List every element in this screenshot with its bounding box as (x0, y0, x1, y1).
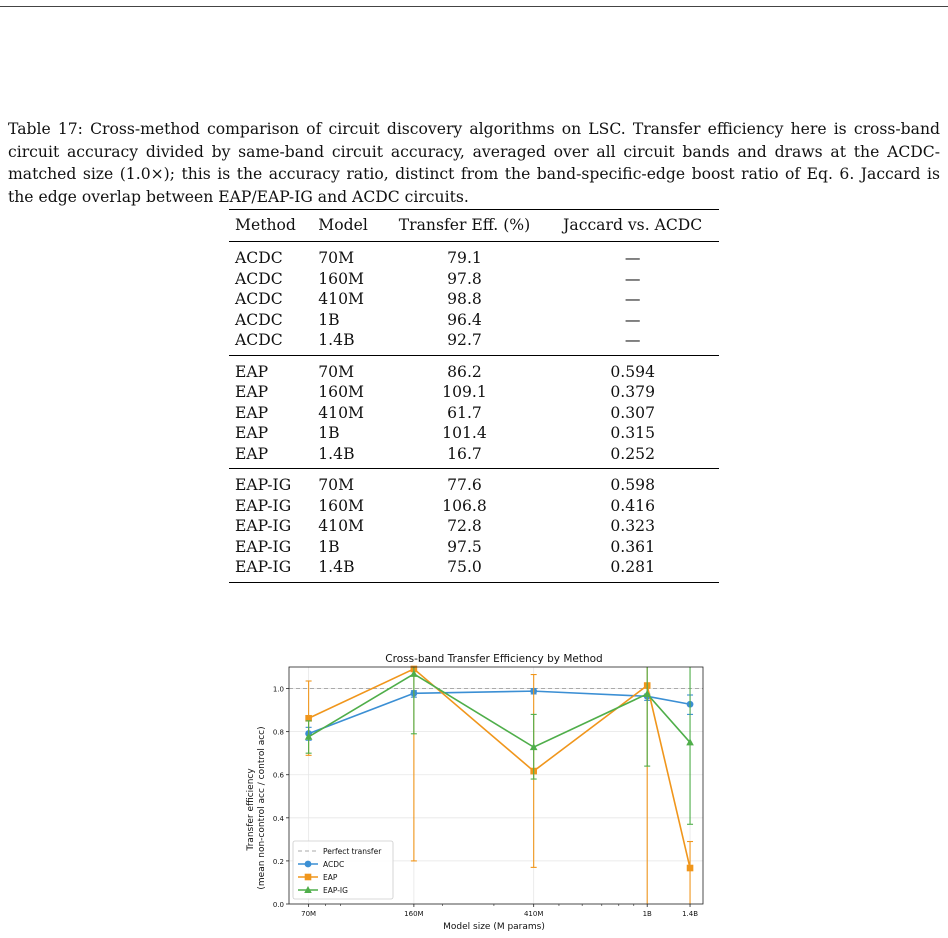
cell-transfer: 16.7 (447, 444, 482, 463)
y-axis-label-line-1: Transfer efficiency (246, 768, 256, 851)
chart-legend (293, 841, 393, 899)
y-tick-label: 0.4 (272, 814, 284, 823)
series-eap-ig (305, 667, 694, 824)
cell-transfer: 98.8 (447, 290, 482, 308)
legend-marker (305, 874, 312, 881)
cell-transfer: 86.2 (447, 362, 482, 381)
cell-jaccard: — (624, 249, 641, 267)
legend-label: ACDC (323, 860, 345, 869)
legend-label: EAP-IG (323, 886, 348, 895)
transfer-efficiency-chart (241, 648, 721, 933)
cell-method: EAP-IG (235, 476, 292, 494)
cell-model: 70M (318, 476, 355, 494)
table-row (229, 423, 719, 444)
legend-label: Perfect transfer (323, 847, 382, 856)
series-line-eap-ig (309, 674, 690, 747)
cell-transfer: 75.0 (447, 558, 482, 576)
table-row (229, 469, 719, 496)
x-tick-label: 410M (523, 910, 544, 918)
cell-model: 1.4B (318, 331, 355, 349)
y-axis-label (246, 726, 267, 889)
table-row (229, 382, 719, 403)
y-tick-label: 0.8 (272, 728, 284, 737)
table-row (229, 516, 719, 537)
table-row (229, 403, 719, 424)
cell-model: 1B (318, 537, 340, 556)
cell-jaccard: 0.598 (610, 476, 656, 494)
header-method: Method (235, 216, 296, 234)
cell-transfer: 77.6 (447, 476, 482, 494)
cell-method: EAP-IG (235, 517, 292, 535)
cell-jaccard: 0.379 (610, 383, 656, 401)
table-row (229, 289, 719, 310)
table-row (229, 496, 719, 517)
cell-transfer: 97.5 (447, 537, 482, 556)
cell-model: 70M (318, 362, 355, 381)
cell-transfer: 101.4 (442, 424, 487, 442)
y-tick-label: 0.6 (272, 771, 284, 780)
cell-transfer: 61.7 (447, 403, 482, 422)
cell-jaccard: — (624, 310, 641, 329)
table-row (229, 310, 719, 331)
cell-model: 1.4B (318, 558, 355, 576)
cell-jaccard: 0.252 (610, 444, 656, 463)
cell-method: ACDC (235, 310, 283, 329)
cell-transfer: 106.8 (442, 496, 487, 515)
cell-model: 410M (318, 517, 364, 535)
header-model: Model (318, 216, 368, 234)
cell-model: 160M (318, 269, 364, 288)
cell-jaccard: — (624, 269, 641, 288)
cell-jaccard: — (624, 331, 641, 349)
cell-jaccard: 0.307 (610, 403, 656, 422)
table-row (229, 537, 719, 558)
table-row (229, 242, 719, 269)
x-axis-label: Model size (M params) (443, 922, 545, 932)
cell-model: 410M (318, 403, 364, 422)
cell-method: EAP-IG (235, 496, 292, 515)
cell-method: EAP-IG (235, 537, 292, 556)
y-tick-label: 0.2 (272, 857, 284, 866)
cell-jaccard: 0.281 (610, 558, 656, 576)
data-point-eap (687, 865, 694, 872)
y-tick-label: 0.0 (272, 901, 284, 909)
x-tick-label: 1.4B (682, 910, 699, 918)
group-eap-ig (229, 469, 719, 583)
cell-method: ACDC (235, 269, 283, 288)
cell-jaccard: 0.594 (610, 362, 656, 381)
legend-label: EAP (323, 873, 338, 882)
cell-jaccard: 0.416 (610, 496, 656, 515)
cell-transfer: 92.7 (447, 331, 482, 349)
results-table (229, 209, 719, 583)
y-axis-label-line-2: (mean non-control acc / control acc) (257, 726, 267, 890)
series-acdc (305, 688, 693, 741)
chart-title: Cross-band Transfer Efficiency by Method (385, 653, 603, 665)
cell-method: EAP (235, 424, 269, 442)
cell-method: EAP (235, 444, 269, 463)
cell-model: 1B (318, 310, 340, 329)
y-tick-label: 1.0 (272, 685, 284, 694)
cell-jaccard: — (624, 290, 641, 308)
header-transfer-eff: Transfer Eff. (%) (398, 216, 531, 234)
table-row (229, 330, 719, 355)
page-top-rule (0, 6, 948, 7)
cell-jaccard: 0.361 (610, 537, 656, 556)
table-row (229, 355, 719, 382)
cell-transfer: 79.1 (447, 249, 482, 267)
cell-transfer: 109.1 (442, 383, 487, 401)
table-row (229, 444, 719, 469)
x-tick-label: 160M (404, 910, 424, 918)
cell-model: 160M (318, 496, 364, 515)
cell-model: 70M (318, 249, 355, 267)
cell-method: EAP (235, 403, 269, 422)
x-tick-label: 1B (642, 910, 652, 918)
cell-method: ACDC (235, 290, 283, 308)
cell-model: 410M (318, 290, 364, 308)
header-jaccard: Jaccard vs. ACDC (563, 216, 703, 234)
cell-method: ACDC (235, 249, 283, 267)
table-caption: Table 17: Cross-method comparison of circuit discovery algorithms on LSC. Transfer efficiency here is cross-band circuit accuracy divided by same-band circuit accuracy, averaged over all circuit bands and draws at the ACDC-matched size (1.0×); this is the accuracy ratio, distinct from the band-specific-edge boost ratio of Eq. 6. Jaccard is the edge overlap between EAP/EAP-IG and ACDC circuits. (8, 120, 940, 206)
cell-method: ACDC (235, 331, 283, 349)
table-row (229, 557, 719, 582)
series-line-eap (309, 669, 690, 868)
cell-transfer: 97.8 (447, 269, 482, 288)
table-header-row (229, 210, 719, 242)
x-tick-label: 70M (301, 910, 317, 918)
cell-method: EAP (235, 383, 269, 401)
group-eap (229, 355, 719, 469)
series-line-acdc (309, 691, 690, 733)
cell-model: 1B (318, 424, 340, 442)
cell-transfer: 72.8 (447, 517, 482, 535)
table-row (229, 269, 719, 290)
cell-jaccard: 0.315 (610, 424, 656, 442)
cell-transfer: 96.4 (447, 310, 482, 329)
cell-method: EAP (235, 362, 269, 381)
cell-jaccard: 0.323 (610, 517, 656, 535)
cell-model: 160M (318, 383, 364, 401)
legend-marker (305, 861, 312, 868)
group-acdc (229, 242, 719, 356)
cell-model: 1.4B (318, 444, 355, 463)
cell-method: EAP-IG (235, 558, 292, 576)
